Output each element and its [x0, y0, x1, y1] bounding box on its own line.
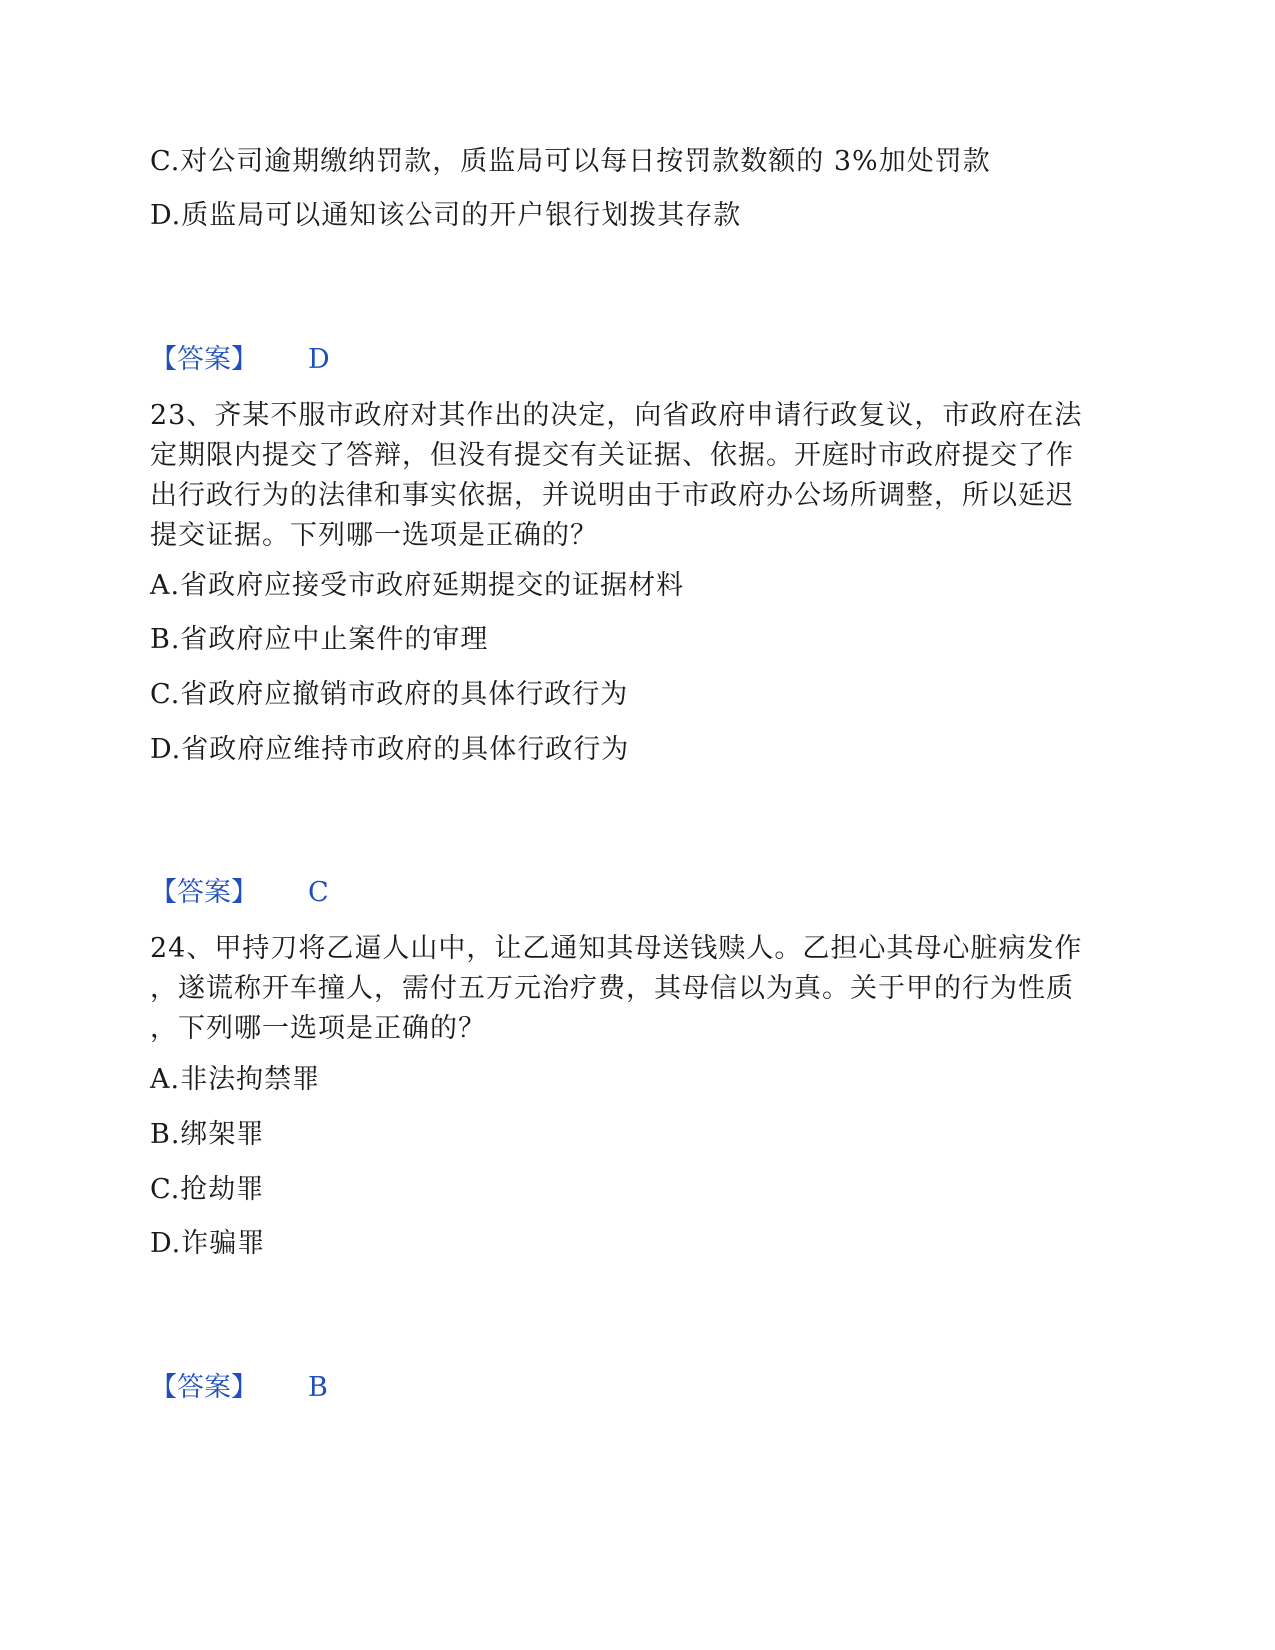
q23-option-d: D.省政府应维持市政府的具体行政行为	[150, 734, 630, 765]
q24-option-b: B.绑架罪	[150, 1119, 265, 1150]
q24-stem-line: ，遂谎称开车撞人，需付五万元治疗费，其母信以为真。关于甲的行为性质	[150, 973, 1074, 1004]
q24-option-d: D.诈骗罪	[150, 1228, 266, 1259]
q23-stem-line: 提交证据。下列哪一选项是正确的？	[150, 520, 598, 551]
q23-answer	[150, 873, 329, 913]
q23-option-a: A.省政府应接受市政府延期提交的证据材料	[150, 570, 685, 601]
answer-value: D	[308, 344, 330, 375]
q23-option-c: C.省政府应撤销市政府的具体行政行为	[150, 679, 629, 710]
answer-value: B	[308, 1372, 328, 1403]
q23-stem	[150, 396, 1130, 556]
q23-stem-line: 定期限内提交了答辩，但没有提交有关证据、依据。开庭时市政府提交了作	[150, 440, 1074, 471]
q24-stem-line: 24、甲持刀将乙逼人山中，让乙通知其母送钱赎人。乙担心其母心脏病发作	[150, 933, 1083, 964]
q24-stem	[150, 929, 1130, 1049]
q24-option-c: C.抢劫罪	[150, 1174, 265, 1205]
q22-answer	[150, 340, 330, 380]
answer-label: 【答案】	[150, 1372, 258, 1403]
answer-value: C	[308, 877, 329, 908]
q24-stem-line: ，下列哪一选项是正确的？	[150, 1013, 486, 1044]
q24-answer	[150, 1368, 328, 1408]
q22-option-c: C.对公司逾期缴纳罚款，质监局可以每日按罚款数额的 3%加处罚款	[150, 146, 991, 177]
q24-option-a: A.非法拘禁罪	[150, 1064, 321, 1095]
answer-label: 【答案】	[150, 877, 258, 908]
answer-label: 【答案】	[150, 344, 258, 375]
q23-option-b: B.省政府应中止案件的审理	[150, 624, 489, 655]
q23-stem-line: 23、齐某不服市政府对其作出的决定，向省政府申请行政复议，市政府在法	[150, 400, 1083, 431]
q23-stem-line: 出行政行为的法律和事实依据，并说明由于市政府办公场所调整，所以延迟	[150, 480, 1074, 511]
q22-option-d: D.质监局可以通知该公司的开户银行划拨其存款	[150, 200, 742, 231]
